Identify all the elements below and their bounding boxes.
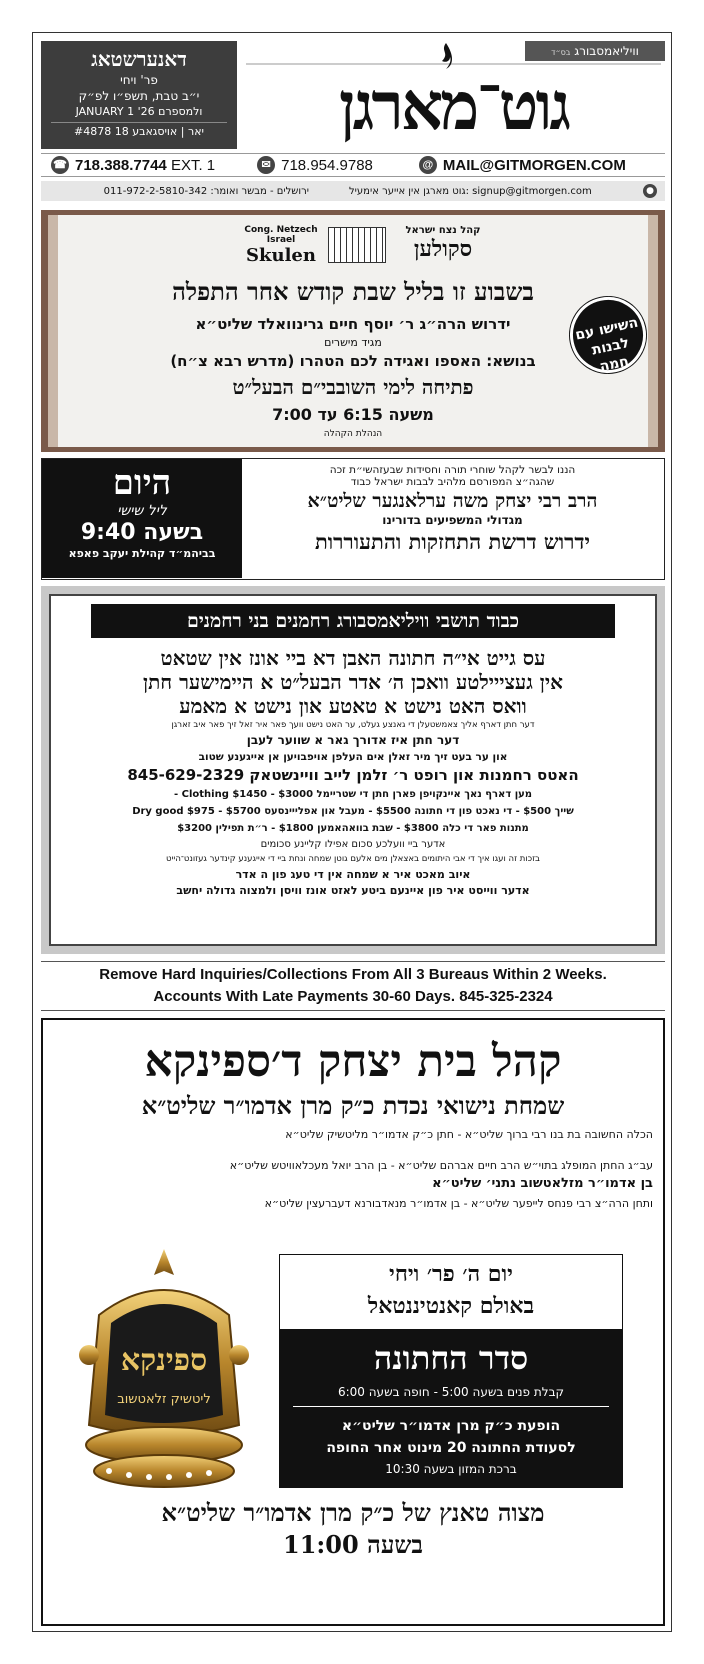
location-tag [525,41,665,61]
charity-line-10: מתנות פאר די כלה $3800 - שבת בוואהאמען $1800 - ר״ת תפילין $3200 [177,823,529,834]
charity-ad [41,586,665,954]
charity-line-12: בזכות זה ועגו איך די אבי היתומים באצאלן מים אלעם גוטן שמחה ונחת ביי די אייגענע קינדער געזונט־הייט [166,854,540,864]
erlanger-drasha: ידרוש דרשת התחזקות והתעוררות [314,529,591,554]
logo-en-big: Skulen [246,245,316,266]
skulen-logo-hebrew [388,225,498,262]
logo-he-small: קהל נצח ישראל [405,225,481,236]
erlanger-text [247,459,658,578]
charity-line-8: מען דארף נאך איינקויפן פארן חתן די שטריימל $3000 - Clothing $1450 - [173,789,533,800]
today-label: היום [112,463,172,503]
seder-title: סדר החתונה [373,1339,529,1377]
skulen-time: משעה 6:15 עד 7:00 [272,405,434,424]
english-date: JANUARY 1 '26 ולמספרם [75,105,203,118]
charity-line-3: וואס האט נישט א טאטע און נישט א מאמע [179,694,527,718]
building-icon [328,227,386,263]
charity-line-5: דער חתן איז אדורך גאר א שווער לעבן [246,733,460,747]
mitzvah-tantz-time: בשעה 11:00 [283,1530,423,1559]
phone-extension: EXT. 1 [170,156,216,174]
wedding-day: יום ה׳ פר׳ ויחי [389,1261,513,1287]
contact-bar [41,153,665,177]
erlanger-time: בשעה 9:40 [80,520,204,545]
israel-line: ירושלים - מבשר ואומר: 011-972-2-5810-342 [103,185,309,197]
erlanger-intro-2: שהגה״צ המפורסם מלהיב לבבות ישראל כבוד [350,476,555,488]
skulen-topic: בנושא: האספו ואגידה לכם הטהרו (מדרש רבא צ״ח) [170,352,536,370]
spinka-wedding-ad [41,1018,665,1626]
mail-icon: @ [419,156,437,174]
credit-repair-ad [41,961,665,1011]
parsha: פר' ויחי [120,73,158,87]
fax-number: 718.954.9788 [281,156,373,174]
charity-line-11: אדער ביי וועלכע סכום אפילו קליינע סכומים [260,839,446,850]
day-name: דאנערשטאג [91,47,187,71]
hebrew-date: י״ב טבת, תשפ״ו לפ״ק [78,89,200,103]
erlanger-ad [41,458,665,580]
mitzvah-tantz [53,1488,653,1560]
wedding-top [53,1028,653,1210]
skulen-subtitle: פתיחה לימי השובבי״ם הבעל״ט [232,375,474,399]
crown-name: ספינקא [120,1343,208,1378]
skulen-ad [41,210,665,452]
issue-line [51,122,227,138]
masthead [41,41,665,149]
schedule-times: קבלת פנים בשעה 5:00 - חופה בשעה 6:00 [293,1382,609,1407]
sub-contact-bar [41,181,665,201]
charity-ad-panel [49,594,657,946]
hofaah-line-2: לסעודת החתונה 20 מינוט אחר החופה [326,1440,576,1456]
skulen-speaker: ידרוש הרה״ג ר׳ יוסף חיים גרינוואלד שליט״א [195,315,511,333]
charity-line-4: דער חתן דארף אליך צאמשטעלן די גאנצע געלט, ער האט נישט וועך פאר איר זאל זיך פאר איב זארגן [171,720,535,730]
mitzvah-tantz-line: מצוה טאנץ של כ״ק מרן אדמו״ר שליט״א [161,1498,545,1527]
fax-icon: ✉ [257,156,275,174]
date-box [41,41,237,149]
chosson-line-1: עב״ג החתן המופלג בתוי״ש הרב חיים אברהם שליט״א - בן הרב יואל מעכלאוויטש שליט״א [229,1159,653,1172]
simcha-line: שמחת נישואי נכדת כ״ק מרן אדמו״ר שליט״א [141,1091,565,1120]
skulen-headline: בשבוע זו בליל שבת קודש אחר התפלה [172,277,534,306]
volume-line: 18 יאר | אויסגאבע [114,125,205,138]
charity-header: כבוד תושבי וויליאמסבורג רחמנים בני רחמנים [91,604,615,638]
newspaper-title: גוט־מארגן [338,67,569,145]
credit-line-2: Accounts With Late Payments 30-60 Days. 845-325-2324 [153,988,553,1005]
hofaah-line-1: הופעת כ״ק מרן אדמו״ר שליט״א [341,1418,561,1434]
kallah-line: הכלה החשובה בת בנו רבי ברוך שליט״א - חתן כ״ק אדמו״ר מליטשיק שליט״א [285,1128,653,1141]
charity-phone-line: האטס רחמנות און רופט ר׳ זלמן לייב וויינשטאק 845-629-2329 [127,766,579,784]
logo-he-big: סקולען [413,236,473,262]
charity-line-2: אין געצייילטע וואכן ה׳ אדר הבעל״ט א היימישער חתן [143,670,563,694]
venue-box [279,1254,623,1330]
crown-text: ליטשיק זלאטשוב [117,1392,211,1407]
chosson-line-2: בן אדמו״ר מזלאטשוב נתני׳ שליט״א [432,1176,653,1191]
birkas-line: ברכת המזון בשעה 10:30 [385,1462,517,1476]
charity-line-14: אדער ווייסט איר פון איינעם ביטע לאזט אונז וויסן ולמצוה גדולה יחשב [176,884,530,897]
kehal-name: קהל בית יצחק ד׳ספינקא [144,1036,562,1087]
email-contact[interactable] [419,156,626,174]
wedding-hall: באולם קאנטיננטאל [367,1293,535,1319]
user-icon: ● [643,184,657,198]
location-tag-label: וויליאמסבורג [574,44,639,58]
phone-icon: ☎ [51,156,69,174]
charity-body [57,646,649,899]
erlanger-intro-1: הננו לבשר לקהל שוחרי תורה וחסידות שבעזהשי״ת זכה [329,464,576,476]
skulen-speaker-sub: מגיד מישרים [324,336,382,349]
fax-contact[interactable] [257,156,373,174]
erlanger-rabbi: הרב רבי יצחק משה ערלאנגער שליט״א [307,490,598,512]
night-label: ליל שישי [117,503,167,519]
phone-number: 718.388.7744 [75,156,167,174]
email-address: MAIL@GITMORGEN.COM [442,156,626,174]
erlanger-place: בביהמ״ד קהילת יעקב פאפא [68,547,216,560]
crown-logo [69,1245,259,1495]
skulen-ad-panel [48,215,658,447]
erlanger-rabbi-sub: מגדולי המשפיעים בדורינו [382,513,523,527]
issue-number: #4878 [73,125,112,138]
charity-line-13: איוב מאכט איר א שמחה אין די טעג פון ה אדר [235,868,471,881]
phone-contact[interactable] [51,156,215,174]
skulen-badge: השישו עם לבנות חמה [563,290,653,380]
charity-line-1: עס גייט אי״ה חתונה האבן דא ביי אונז אין שטאט [160,646,546,670]
charity-line-9: שייך $500 - די נאכט פון די חתונה $5500 - מעבל און אפלייינסעס $5700 - Dry good $975 [132,806,574,817]
signup-line[interactable]: signup@gitmorgen.com :גוט מארגן אין אייער אימעיל [349,185,592,197]
skulen-footer: הנהלת הקהלה [323,429,383,439]
schedule-box [279,1330,623,1488]
charity-line-6: און ער בעט זיך מיר זאלן אים העלפן אויפבויען אן אייגענע שטוב [198,751,508,763]
chosson-line-3: ותחן הרה״צ רבי פנחס לייפער שליט״א - בן אדמו״ר מנאדבורנא דעברעצין שליט״א [264,1197,653,1210]
bsd-mark: בס״ד [551,48,571,57]
credit-line-1: Remove Hard Inquiries/Collections From All 3 Bureaus Within 2 Weeks. [99,966,607,983]
newspaper-page [32,32,672,1632]
logo-en-small: Cong. Netzech Israel [244,225,318,245]
erlanger-time-box [42,459,242,578]
skulen-logo-english [236,225,326,266]
